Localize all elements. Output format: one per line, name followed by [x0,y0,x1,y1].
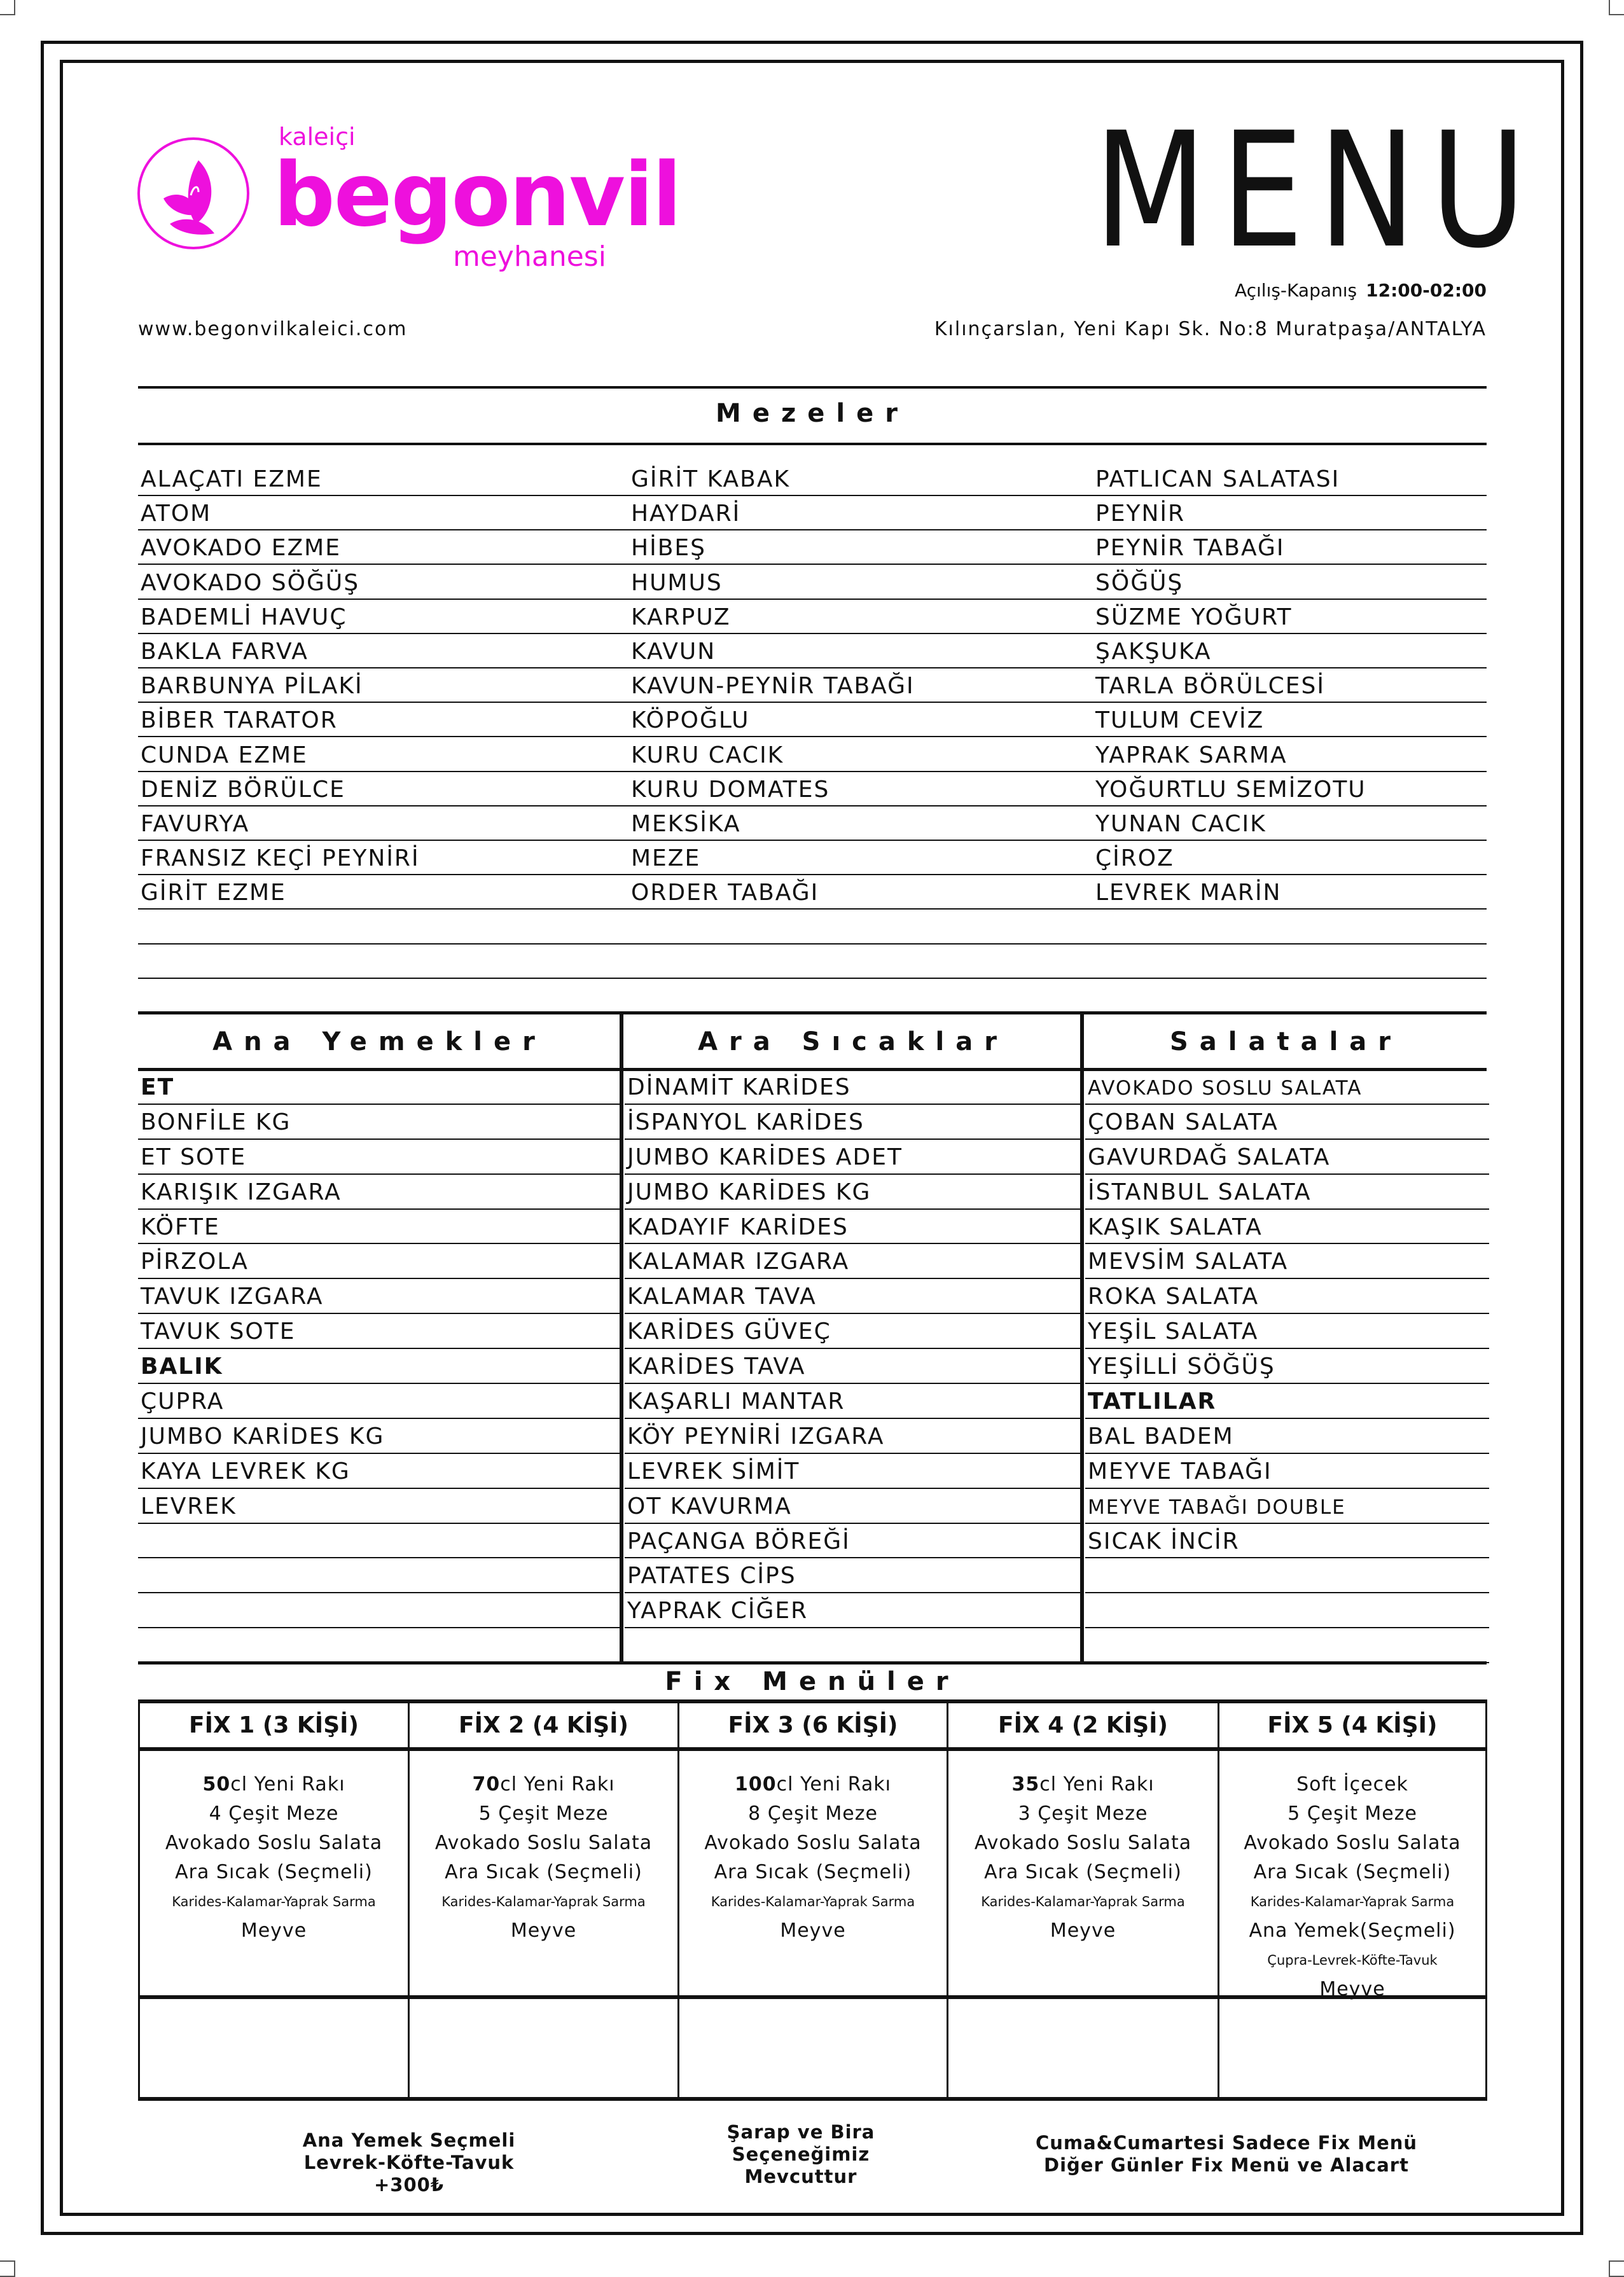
fix-menu-line [410,1770,677,1799]
menu-item: MEZE [631,845,701,872]
fix-menu-line-text: 5 Çeşit Meze [478,1803,609,1825]
fix-menu-line [410,1799,677,1829]
footer-line: +300₺ [373,2174,444,2196]
logo-kaleici: kaleiçi [279,123,356,151]
menu-item: KAVUN [631,639,716,665]
menu-item: YAPRAK CİĞER [625,1593,1080,1628]
menu-item: KARİDES TAVA [625,1349,1080,1384]
fix-menu-contents [679,1751,947,1999]
fix-menu-line-text: Soft İçecek [1296,1773,1408,1796]
fix-menu-line [1219,1770,1485,1799]
menu-item: KAŞARLI MANTAR [625,1384,1080,1419]
fix-menu-line [948,1887,1218,1916]
menu-item: PATLICAN SALATASI [1095,466,1340,492]
fix-menu-line-text: Meyve [510,1920,577,1942]
fix-menu-line [948,1829,1218,1858]
menu-item: LEVREK SİMİT [625,1454,1080,1489]
category-heading: ET [138,1070,620,1105]
category-heading: BALIK [138,1349,620,1384]
menu-item: FRANSIZ KEÇİ PEYNİRİ [141,845,420,872]
fix-menu-line-text: Karides-Kalamar-Yaprak Sarma [441,1894,646,1909]
fix-menu-empty-cell [948,1999,1218,2097]
divider [138,386,1487,389]
menu-item: MEYVE TABAĞI [1085,1454,1489,1489]
menu-item: SÜZME YOĞURT [1095,604,1293,630]
fix-menu-line-text: Avokado Soslu Salata [434,1832,653,1854]
menu-item: YUNAN CACIK [1095,811,1267,837]
fix-menu-empty-cell [1219,1999,1485,2097]
meze-row [138,565,1487,600]
menu-item: DİNAMİT KARİDES [625,1070,1080,1105]
menu-item: ŞAKŞUKA [1095,639,1212,665]
fix-menu-line-text: Avokado Soslu Salata [974,1832,1192,1854]
menu-item: YAPRAK SARMA [1095,742,1287,768]
fix-menu-empty-cell [410,1999,677,2097]
section-title-mezeler: Mezeler [716,399,909,428]
meze-row [138,772,1487,806]
empty-row [138,1558,620,1593]
fix-menu-line-text: 4 Çeşit Meze [209,1803,339,1825]
page-title: MENU [1094,98,1541,283]
fix-menu-empty-cell [140,1999,408,2097]
footer-line: Diğer Günler Fix Menü ve Alacart [1044,2154,1409,2176]
menu-item: ALAÇATI EZME [141,466,323,492]
volume-amount: 70 [472,1773,501,1796]
divider [138,443,1487,445]
menu-item: GAVURDAĞ SALATA [1085,1140,1489,1175]
menu-item: ROKA SALATA [1085,1279,1489,1314]
menu-item: ÇOBAN SALATA [1085,1105,1489,1140]
menu-item: GİRİT KABAK [631,466,791,492]
fix-menu-table [138,1699,1487,2101]
fix-menu-line-text: Ana Yemek(Seçmeli) [1249,1920,1456,1942]
fix-menu-line-text: Meyve [780,1920,846,1942]
fix-menu-line-text: Karides-Kalamar-Yaprak Sarma [1250,1894,1455,1909]
empty-row [138,1628,620,1663]
fix-menu-line-text: Ara Sıcak (Seçmeli) [714,1861,912,1883]
fix-menu-line [948,1799,1218,1829]
menu-item: DENİZ BÖRÜLCE [141,776,345,803]
menu-item: PATATES CİPS [625,1558,1080,1593]
meze-row [138,462,1487,496]
menu-item: JUMBO KARİDES KG [138,1419,620,1454]
menu-item: CUNDA EZME [141,742,308,768]
menu-item: SICAK İNCİR [1085,1524,1489,1559]
fix-menu-line-text: cl Yeni Rakı [500,1773,615,1796]
meze-row [138,496,1487,530]
volume-amount: 35 [1011,1773,1040,1796]
menu-item: AVOKADO SOSLU SALATA [1085,1070,1489,1105]
fix-menu-line [410,1829,677,1858]
menu-item: KALAMAR IZGARA [625,1244,1080,1279]
menu-item: ÇUPRA [138,1384,620,1419]
fix-menu-line-text: Karides-Kalamar-Yaprak Sarma [172,1894,376,1909]
meze-row [138,841,1487,875]
menu-item: KARIŞIK IZGARA [138,1175,620,1210]
menu-item: TARLA BÖRÜLCESİ [1095,673,1325,700]
fix-menu-line [1219,1858,1485,1887]
fix-menu-line-text: Meyve [1050,1920,1116,1942]
ana-yemekler-list [138,1070,620,1663]
fix-menu-line-text: cl Yeni Rakı [230,1773,345,1796]
fix-menu-contents [948,1751,1218,1999]
menu-item: OT KAVURMA [625,1489,1080,1524]
empty-row [625,1628,1080,1663]
hours-value: 12:00-02:00 [1366,280,1487,301]
menu-item: TULUM CEVİZ [1095,707,1265,734]
crop-mark [0,2260,15,2277]
menu-item: SÖĞÜŞ [1095,569,1184,596]
fix-menu-line-text: Ara Sıcak (Seçmeli) [1253,1861,1452,1883]
menu-item: BİBER TARATOR [141,707,338,734]
fix-menu-line-text: Ara Sıcak (Seçmeli) [445,1861,642,1883]
category-heading: TATLILAR [1085,1384,1489,1419]
empty-row [1085,1558,1489,1593]
fix-menu-line [948,1858,1218,1887]
fix-menu-line [679,1858,947,1887]
fix-menu-line [1219,1829,1485,1858]
section-title-salatalar: Salatalar [1169,1027,1403,1056]
column-divider [620,1013,623,1663]
fix-menu-line [1219,1799,1485,1829]
meze-row [138,600,1487,634]
meze-row [138,945,1487,979]
flower-logo-icon [135,135,253,253]
fix-menu-column [1218,1703,1487,2097]
menu-item: KADAYIF KARİDES [625,1210,1080,1245]
crop-mark [0,0,15,15]
fix-menu-line-text: Meyve [1319,1978,1385,2000]
menu-item: BARBUNYA PİLAKİ [141,673,363,700]
menu-item: BADEMLİ HAVUÇ [141,604,347,630]
menu-item: ATOM [141,501,212,527]
address: Kılınçarslan, Yeni Kapı Sk. No:8 Muratpaşa/ANTALYA [934,318,1487,340]
fix-menu-column [138,1703,408,2097]
fix-menu-line [410,1887,677,1916]
menu-item: KURU DOMATES [631,776,830,803]
menu-item: HİBEŞ [631,535,706,562]
menu-item: KARPUZ [631,604,731,630]
menu-item: PİRZOLA [138,1244,620,1279]
meze-row [138,668,1487,703]
menu-item: BONFİLE KG [138,1105,620,1140]
fix-menu-line-text: Avokado Soslu Salata [165,1832,383,1854]
menu-item: LEVREK MARİN [1095,880,1282,906]
fix-menu-line [1219,1946,1485,1975]
fix-menu-line [140,1829,408,1858]
menu-item: PAÇANGA BÖREĞİ [625,1524,1080,1559]
footer-line: Seçeneğimiz [732,2143,870,2165]
crop-mark [1609,0,1624,15]
menu-item: JUMBO KARİDES KG [625,1175,1080,1210]
fix-menu-title: FİX 1 (3 KİŞİ) [140,1703,408,1751]
menu-item: YEŞİLLİ SÖĞÜŞ [1085,1349,1489,1384]
menu-item: PEYNİR TABAĞI [1095,535,1285,562]
empty-row [1085,1593,1489,1628]
menu-item: BAKLA FARVA [141,639,309,665]
column-divider [1080,1013,1084,1663]
fix-menu-line [679,1829,947,1858]
fix-menu-line [948,1770,1218,1799]
fix-menu-line-text: Meyve [240,1920,307,1942]
fix-menu-line [410,1858,677,1887]
fix-menu-line-text: 5 Çeşit Meze [1287,1803,1417,1825]
volume-amount: 50 [202,1773,231,1796]
fix-menu-line [1219,1887,1485,1916]
menu-item: HUMUS [631,569,723,596]
fix-menu-title: FİX 5 (4 KİŞİ) [1219,1703,1485,1751]
footer-line: Ana Yemek Seçmeli [302,2129,516,2151]
footer-line: Şarap ve Bira [726,2121,875,2143]
fix-menu-line-text: Karides-Kalamar-Yaprak Sarma [981,1894,1185,1909]
fix-menu-title: FİX 4 (2 KİŞİ) [948,1703,1218,1751]
meze-row [138,738,1487,772]
fix-menu-line-text: Karides-Kalamar-Yaprak Sarma [711,1894,915,1909]
menu-item: MEKSİKA [631,811,741,837]
fix-menu-line [1219,1916,1485,1946]
menu-item: KÖFTE [138,1210,620,1245]
empty-row [138,1593,620,1628]
fix-menu-line [140,1887,408,1916]
logo-begonvil: begonvil [274,144,681,246]
menu-item: YOĞURTLU SEMİZOTU [1095,776,1366,803]
menu-item: MEYVE TABAĞI DOUBLE [1085,1489,1489,1524]
meze-row [138,703,1487,737]
fix-menu-column [408,1703,677,2097]
opening-hours [1235,280,1487,301]
menu-item: MEVSİM SALATA [1085,1244,1489,1279]
menu-item: TAVUK IZGARA [138,1279,620,1314]
empty-row [138,1524,620,1559]
footer-line: Mevcuttur [744,2166,857,2187]
fix-menu-line-text: cl Yeni Rakı [1039,1773,1155,1796]
fix-menu-contents [410,1751,677,1999]
section-title-ara-sicaklar: Ara Sıcaklar [698,1027,1008,1056]
fix-menu-line-text: Ara Sıcak (Seçmeli) [175,1861,373,1883]
fix-menu-line [140,1799,408,1829]
volume-amount: 100 [735,1773,777,1796]
footer-note-fix-days [972,2132,1481,2177]
menu-item: KÖY PEYNİRİ IZGARA [625,1419,1080,1454]
fix-menu-line [948,1916,1218,1946]
fix-menu-line [679,1887,947,1916]
fix-menu-column [677,1703,947,2097]
fix-menu-line-text: 8 Çeşit Meze [748,1803,878,1825]
website-link[interactable]: www.begonvilkaleici.com [138,318,408,340]
fix-menu-line [140,1770,408,1799]
footer-note-wine-beer [642,2121,960,2188]
menu-item: TAVUK SOTE [138,1314,620,1349]
menu-item: İSTANBUL SALATA [1085,1175,1489,1210]
divider [138,1011,1487,1014]
menu-item: ÇİROZ [1095,845,1174,872]
fix-menu-title: FİX 3 (6 KİŞİ) [679,1703,947,1751]
menu-item: LEVREK [138,1489,620,1524]
menu-item: GİRİT EZME [141,880,286,906]
fix-menu-line [679,1799,947,1829]
ara-sicaklar-list [625,1070,1080,1663]
fix-menu-line-text: cl Yeni Rakı [776,1773,891,1796]
menu-item: ORDER TABAĞI [631,880,819,906]
menu-item: İSPANYOL KARİDES [625,1105,1080,1140]
fix-menu-line-text: Avokado Soslu Salata [704,1832,922,1854]
menu-item: YEŞİL SALATA [1085,1314,1489,1349]
fix-menu-column [947,1703,1218,2097]
menu-item: HAYDARİ [631,501,741,527]
salatalar-list [1085,1070,1489,1663]
fix-menu-line [140,1916,408,1946]
empty-row [1085,1628,1489,1663]
fix-menu-line-text: Ara Sıcak (Seçmeli) [984,1861,1182,1883]
fix-menu-line [410,1916,677,1946]
fix-menu-line [679,1916,947,1946]
fix-menu-line-text: Çupra-Levrek-Köfte-Tavuk [1267,1953,1438,1968]
menu-item: AVOKADO SÖĞÜŞ [141,569,360,596]
fix-menu-title: FİX 2 (4 KİŞİ) [410,1703,677,1751]
menu-item: KALAMAR TAVA [625,1279,1080,1314]
menu-item: PEYNİR [1095,501,1186,527]
menu-item: KAVUN-PEYNİR TABAĞI [631,673,915,700]
menu-item: KÖPOĞLU [631,707,750,734]
fix-menu-empty-cell [679,1999,947,2097]
menu-item: ET SOTE [138,1140,620,1175]
menu-item: JUMBO KARİDES ADET [625,1140,1080,1175]
fix-menu-contents [1219,1751,1485,1999]
meze-row [138,530,1487,565]
menu-item: KAYA LEVREK KG [138,1454,620,1489]
footer-note-main-course [250,2129,568,2196]
crop-mark [1609,2260,1624,2277]
meze-row [138,806,1487,841]
section-title-ana-yemekler: Ana Yemekler [212,1027,546,1056]
divider [138,1661,1487,1664]
fix-menu-line-text: Avokado Soslu Salata [1244,1832,1461,1854]
menu-item: FAVURYA [141,811,250,837]
meze-row [138,910,1487,945]
fix-menu-contents [140,1751,408,1999]
section-title-fix-menuler: Fix Menüler [665,1667,960,1696]
fix-menu-line [679,1770,947,1799]
fix-menu-line-text: 3 Çeşit Meze [1018,1803,1148,1825]
footer-line: Cuma&Cumartesi Sadece Fix Menü [1035,2132,1418,2154]
menu-item: KARİDES GÜVEÇ [625,1314,1080,1349]
meze-row [138,634,1487,668]
fix-menu-line [140,1858,408,1887]
footer-line: Levrek-Köfte-Tavuk [303,2152,515,2173]
menu-item: AVOKADO EZME [141,535,341,562]
menu-item: KAŞIK SALATA [1085,1210,1489,1245]
hours-label: Açılış-Kapanış [1234,280,1357,301]
menu-item: BAL BADEM [1085,1419,1489,1454]
menu-item: KURU CACIK [631,742,784,768]
meze-row [138,875,1487,910]
logo-meyhanesi: meyhanesi [453,240,606,273]
